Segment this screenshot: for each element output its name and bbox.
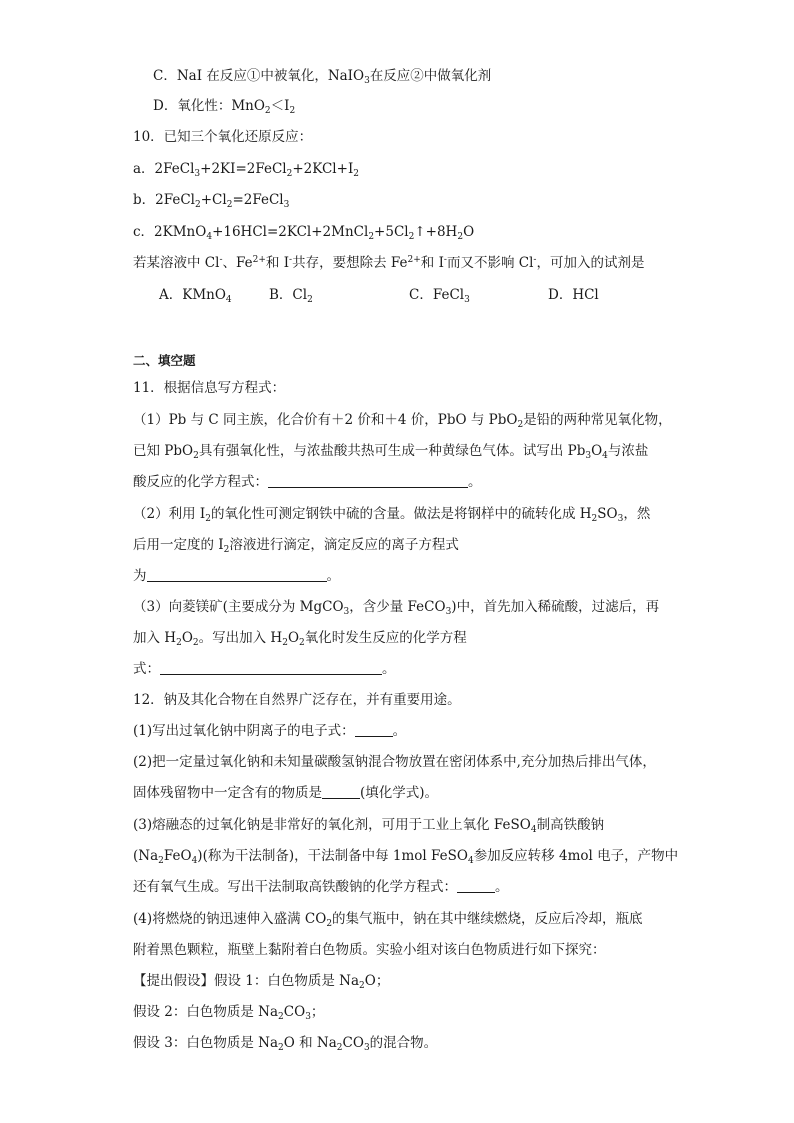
sub: 3: [283, 200, 290, 210]
text: b．2FeCl: [133, 192, 195, 208]
text: 的氧化性可测定钢铁中硫的含量。做法是将钢样中的硫转化成 H: [210, 506, 592, 522]
text: 在反应②中做氧化剂: [369, 68, 492, 84]
text: 参加反应转移 4mol 电子，产物中: [473, 848, 679, 864]
q12-3-line2: [133, 846, 678, 866]
sub: 4: [530, 825, 537, 835]
text: 12．钠及其化合物在自然界广泛存在，并有重要用途。: [133, 692, 461, 708]
sub: 2: [264, 106, 271, 116]
sub: 2: [591, 514, 598, 524]
sub: 2: [278, 1043, 284, 1053]
text: 假设 3：白色物质是 Na: [133, 1035, 279, 1051]
text: （2）利用 I: [133, 506, 206, 522]
sub: 4: [191, 856, 198, 866]
text: 10．已知三个氧化还原反应：: [133, 129, 313, 145]
hypothesis-1: [133, 971, 389, 991]
sub: 2: [299, 638, 305, 648]
text: （1）Pb 与 C 同主族，化合价有＋2 价和＋4 价，PbO 与 PbO: [133, 412, 518, 428]
q9-option-d: [153, 96, 295, 116]
q12-title: [133, 690, 461, 710]
sub: 2: [205, 514, 211, 524]
text: (1)写出过氧化钠中阴离子的电子式：: [133, 723, 355, 739]
q12-4-line1: [133, 909, 643, 929]
text: 为: [133, 568, 147, 584]
text: 与浓盐: [607, 443, 649, 459]
q10-options: [159, 285, 659, 305]
text: A．KMnO: [159, 287, 226, 303]
text: c．2KMnO: [133, 224, 207, 240]
q11-2-line1: [133, 504, 650, 524]
text: 加入 H: [133, 630, 177, 646]
option-c[interactable]: [409, 285, 548, 305]
q11-1-line2: [133, 441, 648, 461]
text: 和 I: [420, 255, 444, 271]
text: 的混合物。: [369, 1035, 438, 1051]
text: a．2FeCl: [133, 161, 195, 177]
sub: 2: [359, 981, 365, 991]
sub: 3: [364, 76, 370, 86]
text: FeO: [163, 848, 192, 864]
sub: 3: [363, 1043, 370, 1053]
hypothesis-2: [133, 1002, 324, 1022]
text: 而又不影响 Cl: [446, 255, 534, 271]
text: 是铅的两种常见氧化物，: [523, 412, 672, 428]
answer-blank[interactable]: [355, 722, 393, 737]
sub: 2: [282, 638, 288, 648]
text: 假设 2：白色物质是 Na: [133, 1004, 279, 1020]
sub: 2: [517, 420, 524, 430]
sub: 3: [585, 451, 592, 461]
q12-2-line1: [133, 752, 656, 772]
text: O 和 Na: [283, 1035, 337, 1051]
text: CO: [283, 1004, 306, 1020]
text: O；: [364, 973, 390, 989]
sub: 2: [176, 638, 182, 648]
sup: -: [219, 255, 223, 265]
section-title: [133, 351, 196, 371]
sup: -: [443, 255, 447, 265]
sub: 3: [305, 1012, 311, 1022]
hypothesis-3: [133, 1033, 437, 1053]
text: SO: [597, 506, 618, 522]
text: )(称为干法制备)，干法制备中每 1mol FeSO: [197, 848, 468, 864]
text: （3）向菱镁矿(主要成分为 MgCO: [133, 599, 344, 615]
sup: 2+: [407, 255, 421, 265]
q10-stem: [133, 253, 644, 273]
sub: 3: [617, 514, 624, 524]
option-b[interactable]: [269, 285, 409, 305]
sub: 2: [289, 106, 296, 116]
sub: 4: [225, 295, 232, 305]
q10-title: [133, 127, 312, 147]
sub: 3: [343, 607, 350, 617]
text: 。: [382, 661, 396, 677]
sub: 4: [206, 232, 213, 242]
text: 溶液进行滴定，滴定反应的离子方程式: [229, 537, 459, 553]
sub: 3: [464, 295, 470, 305]
text: +Cl: [200, 192, 227, 208]
q12-3-line3: [133, 877, 509, 897]
text: O: [181, 630, 193, 646]
sub: 2: [286, 169, 293, 179]
q12-1: [133, 721, 406, 741]
text: 已知 PbO: [133, 443, 194, 459]
text: (2)把一定量过氧化钠和未知量碳酸氢钠混合物放置在密闭体系中,充分加热后排出气体，: [133, 754, 656, 770]
sub: 2: [278, 1012, 284, 1022]
reaction-b: [133, 190, 289, 210]
sub: 3: [194, 169, 201, 179]
text: (3)熔融态的过氧化钠是非常好的氧化剂，可用于工业上氧化 FeSO: [133, 817, 531, 833]
reaction-c: [133, 222, 474, 242]
text: D．HCl: [548, 287, 599, 303]
text: D．氧化性：MnO: [153, 98, 265, 114]
sub: 2: [326, 919, 333, 929]
text: O: [463, 224, 475, 240]
q12-3-line1: [133, 815, 604, 835]
text: 共存，要想除去 Fe: [292, 255, 408, 271]
sub: 2: [368, 232, 375, 242]
text: ，含少量 FeCO: [349, 599, 446, 615]
text: ，可加入的试剂是: [536, 255, 645, 271]
text: 。: [326, 568, 340, 584]
text: O: [591, 443, 603, 459]
text: )中，首先加入稀硫酸，过滤后，再: [451, 599, 660, 615]
text: 的集气瓶中，钠在其中继续燃烧，反应后冷却，瓶底: [332, 911, 643, 927]
text: (Na: [133, 848, 159, 864]
text: 二、填空题: [133, 353, 196, 368]
sub: 4: [602, 451, 608, 461]
sup: 2+: [252, 255, 266, 265]
text: 、Fe: [222, 255, 253, 271]
text: +16HCl=2KCl+2MnCl: [212, 224, 369, 240]
text: (填化学式)。: [360, 785, 439, 801]
q11-3-line3: [133, 659, 396, 679]
sub: 2: [457, 232, 464, 242]
answer-blank[interactable]: [147, 567, 327, 582]
sub: 2: [353, 169, 360, 179]
text: 固体残留物中一定含有的物质是: [133, 785, 322, 801]
text: 。: [495, 879, 509, 895]
q11-title: [133, 378, 285, 398]
text: ，然: [623, 506, 651, 522]
text: ＜I: [270, 98, 290, 114]
sub: 2: [336, 1043, 343, 1053]
text: 。: [468, 474, 482, 490]
sub: 2: [223, 545, 230, 555]
q11-1-line1: [133, 410, 672, 430]
text: 。: [392, 723, 407, 739]
answer-blank[interactable]: [322, 784, 360, 799]
text: ；: [310, 1004, 325, 1020]
text: 【提出假设】假设 1：白色物质是 Na: [133, 973, 360, 989]
reaction-a: [133, 159, 359, 179]
answer-blank[interactable]: [268, 473, 468, 488]
q11-2-line3: [133, 566, 340, 586]
q11-3-line1: [133, 597, 659, 617]
text: =2FeCl: [232, 192, 284, 208]
answer-blank[interactable]: [160, 660, 382, 675]
option-a[interactable]: [159, 285, 269, 305]
text: (4)将燃烧的钠迅速伸入盛满 CO: [133, 911, 327, 927]
sub: 3: [445, 607, 452, 617]
text: 式：: [133, 661, 160, 677]
text: 。写出加入 H: [198, 630, 283, 646]
q12-4-line2: [133, 940, 606, 960]
sup: -: [289, 255, 293, 265]
text: 后用一定度的 I: [133, 537, 224, 553]
text: 氧化时发生反应的化学方程: [304, 630, 467, 646]
text: CO: [342, 1035, 364, 1051]
text: 和 I: [265, 255, 290, 271]
text: 酸反应的化学方程式：: [133, 474, 268, 490]
text: 若某溶液中 Cl: [133, 255, 220, 271]
text: 附着黑色颗粒，瓶壁上黏附着白色物质。实验小组对该白色物质进行如下探究：: [133, 942, 606, 958]
q9-option-c: [153, 66, 491, 86]
text: +5Cl: [374, 224, 409, 240]
text: C．FeCl: [409, 287, 465, 303]
answer-blank[interactable]: [457, 878, 495, 893]
sub: 2: [408, 232, 415, 242]
sub: 2: [192, 638, 199, 648]
sub: 2: [307, 295, 313, 305]
text: 具有强氧化性，与浓盐酸共热可生成一种黄绿色气体。试写出 Pb: [198, 443, 586, 459]
text: ↑+8H: [414, 224, 458, 240]
sub: 2: [226, 200, 233, 210]
text: +2KI=2FeCl: [200, 161, 287, 177]
text: C．NaI 在反应①中被氧化，NaIO: [153, 68, 365, 84]
sub: 2: [158, 856, 164, 866]
sub: 2: [193, 451, 199, 461]
text: 还有氧气生成。写出干法制取高铁酸钠的化学方程式：: [133, 879, 457, 895]
text: 11．根据信息写方程式：: [133, 380, 286, 396]
q12-2-line2: [133, 783, 438, 803]
sup: -: [533, 255, 537, 265]
q11-2-line2: [133, 535, 459, 555]
q11-3-line2: [133, 628, 467, 648]
sub: 4: [467, 856, 474, 866]
text: O: [287, 630, 300, 646]
text: B．Cl: [269, 287, 308, 303]
q11-1-line3: [133, 472, 482, 492]
text: 制高铁酸钠: [536, 817, 605, 833]
sub: 2: [195, 200, 201, 210]
text: +2KCl+I: [292, 161, 354, 177]
option-d[interactable]: [548, 285, 599, 305]
